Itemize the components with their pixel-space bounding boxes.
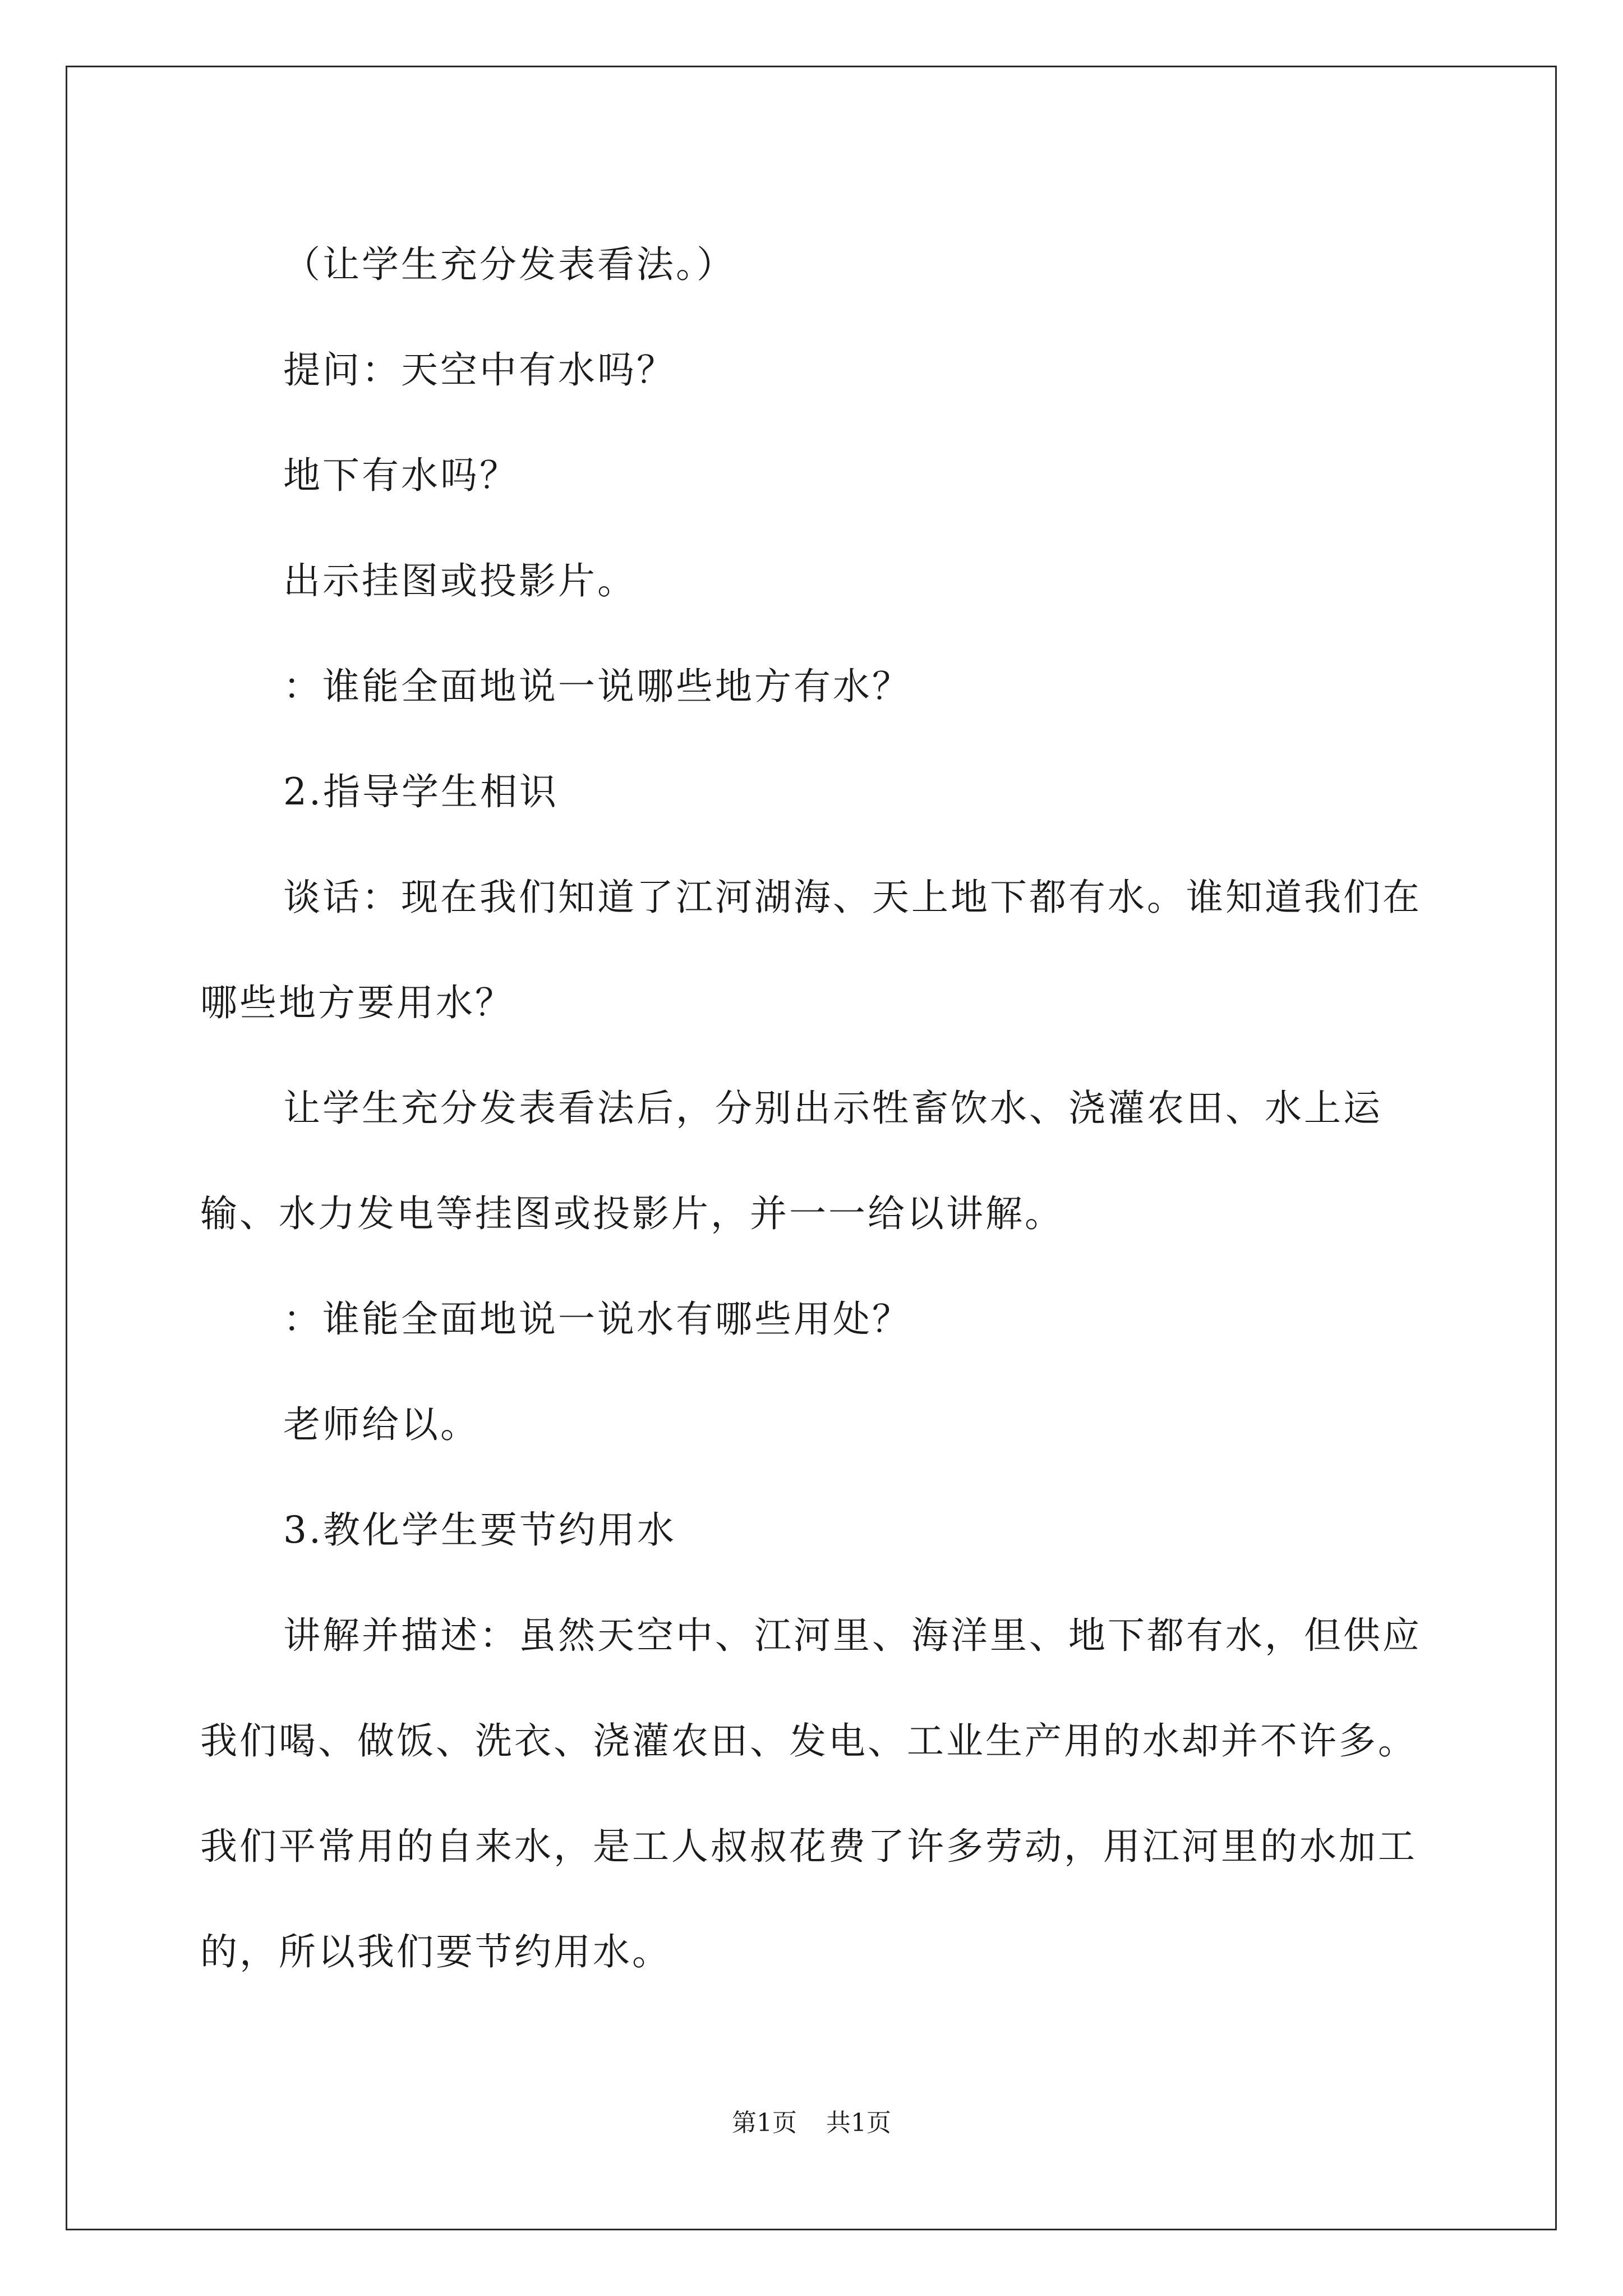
document-body	[200, 212, 1428, 2005]
paragraph-9: ：谁能全面地说一说水有哪些用处？	[283, 1297, 911, 1341]
paragraph-6: 2.指导学生相识	[283, 770, 559, 813]
page-number-total: 共1页	[826, 2109, 891, 2137]
paragraph-10: 老师给以。	[283, 1403, 479, 1446]
paragraph-5: ：谁能全面地说一说哪些地方有水？	[283, 665, 911, 708]
page-footer	[0, 2106, 1623, 2140]
paragraph-1: （让学生充分发表看法。）	[283, 243, 736, 286]
paragraph-7: 谈话：现在我们知道了江河湖海、天上地下都有水。谁知道我们在哪些地方要用水？	[200, 876, 1422, 1024]
page-number-current: 第1页	[732, 2109, 797, 2137]
paragraph-11: 3.教化学生要节约用水	[283, 1508, 676, 1552]
paragraph-3: 地下有水吗？	[283, 454, 519, 497]
paragraph-4: 出示挂图或投影片。	[283, 559, 637, 602]
paragraph-12: 讲解并描述：虽然天空中、江河里、海洋里、地下都有水，但供应我们喝、做饭、洗衣、浇灌农田、发电、工业生产用的水却并不许多。我们平常用的自来水，是工人叔叔花费了许多劳动，用江河里的水加工的，所以我们要节约用水。	[200, 1614, 1422, 1973]
paragraph-8: 让学生充分发表看法后，分别出示牲畜饮水、浇灌农田、水上运输、水力发电等挂图或投影片，并一一给以讲解。	[200, 1087, 1382, 1235]
paragraph-2: 提问：天空中有水吗？	[283, 348, 676, 392]
